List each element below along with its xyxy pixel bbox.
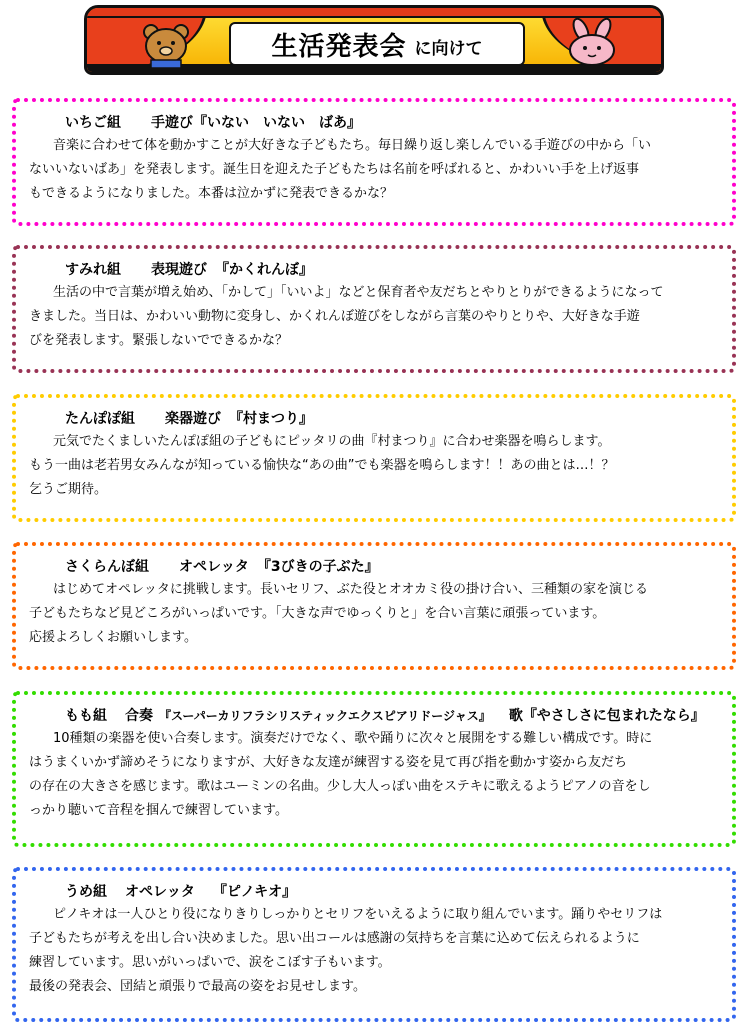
title-box	[229, 22, 525, 66]
section-description	[29, 727, 720, 823]
description-line: 乞うご期待。	[29, 482, 108, 497]
description-line: 元気でたくましいたんぽぽ組の子どもにピッタリの曲『村まつり』に合わせ楽器を鳴らします。	[53, 434, 611, 449]
section-heading	[29, 881, 720, 903]
section-ichigo	[12, 98, 736, 226]
description-line: 音楽に合わせて体を動かすことが大好きな子どもたち。毎日繰り返し楽しんでいる手遊びの中から「い	[53, 138, 652, 153]
section-heading	[29, 408, 720, 430]
performance-category: 楽器遊び	[165, 411, 221, 427]
description-line: ピノキオは一人ひとり役になりきりしっかりとセリフをいえるように取り組んでいます。踊りやセリフは	[53, 907, 663, 922]
performance-category: オペレッタ	[179, 559, 249, 575]
bunny-illustration	[561, 18, 623, 68]
group-name: すみれ組	[65, 262, 121, 278]
group-name: さくらんぼ組	[65, 559, 149, 575]
section-description	[29, 903, 720, 999]
description-line: もできるようになりました。本番は泣かずに発表できるかな？	[29, 186, 394, 201]
section-ume	[12, 867, 736, 1022]
description-line: っかり聴いて音程を掴んで練習しています。	[29, 803, 288, 818]
description-line: 練習しています。思いがいっぱいで、涙をこぼす子もいます。	[29, 955, 391, 970]
group-name: うめ組	[65, 884, 107, 900]
section-description	[29, 281, 720, 353]
page-title: 生活発表会	[271, 31, 407, 62]
section-description	[29, 430, 720, 502]
section-sumire	[12, 245, 736, 373]
description-line: 生活の中で言葉が増え始め、「かして」「いいよ」などと保育者や友だちとやりとりができるようになって	[53, 285, 664, 300]
performance-category: オペレッタ	[125, 884, 195, 900]
description-line: ないいないばあ」を発表します。誕生日を迎えた子どもたちは名前を呼ばれると、かわいい手を上げ返事	[29, 162, 639, 177]
performance-piece: 『いない いない ばあ』	[193, 115, 361, 131]
description-line: 子どもたちなど見どころがいっぱいです。「大きな声でゆっくりと」を合い言葉に頑張っています。	[29, 606, 606, 621]
section-heading	[29, 705, 720, 727]
description-line: もう一曲は老若男女みんなが知っている愉快な“あの曲”でも楽器を鳴らします！！あの曲とは…！？	[29, 458, 615, 473]
performance-piece: 『3びきの子ぶた』	[256, 559, 379, 575]
section-heading	[29, 112, 720, 134]
performance-piece: 『かくれんぼ』	[215, 262, 313, 278]
section-tanpopo	[12, 394, 736, 522]
stage-curtain-top	[87, 8, 661, 18]
performance-category: 手遊び	[151, 115, 193, 131]
group-name: いちご組	[65, 115, 121, 131]
section-heading	[29, 259, 720, 281]
section-heading	[29, 556, 720, 578]
description-line: 最後の発表会、団結と頑張りで最高の姿をお見せします。	[29, 979, 366, 994]
section-momo	[12, 691, 736, 847]
description-line: 応援よろしくお願いします。	[29, 630, 197, 645]
description-line: きました。当日は、かわいい動物に変身し、かくれんぼ遊びをしながら言葉のやりとりや、大好きな手遊	[29, 309, 640, 324]
performance-piece: 『ピノキオ』	[212, 884, 297, 900]
header-banner	[84, 5, 664, 75]
description-line: はうまくいかず諦めそうになりますが、大好きな友達が練習する姿を見て再び指を動かす姿から友だち	[29, 755, 628, 770]
section-description	[29, 578, 720, 650]
description-line: 10種類の楽器を使い合奏します。演奏だけでなく、歌や踊りに次々と展開をする難しい構成です。時に	[53, 731, 653, 746]
section-sakuranbo	[12, 542, 736, 670]
performance-piece: 『村まつり』	[229, 411, 313, 427]
description-line: の存在の大きさを感じます。歌はユーミンの名曲。少し大人っぽい曲をステキに歌えるようピアノの音をし	[29, 779, 651, 794]
description-line: びを発表します。緊張しないでできるかな？	[29, 333, 288, 348]
description-line: はじめてオペレッタに挑戦します。長いセリフ、ぶた役とオオカミ役の掛け合い、三種類の家を演じる	[53, 582, 649, 597]
performance-piece: 『スーパーカリフラシリスティックエクスピアリドージャス』	[159, 709, 491, 723]
bear-illustration	[137, 22, 195, 68]
page-subtitle: に向けて	[414, 38, 483, 59]
performance-category: 表現遊び	[151, 262, 207, 278]
description-line: 子どもたちが考えを出し合い決めました。思い出コールは感謝の気持ちを言葉に込めて伝えられるように	[29, 931, 640, 946]
group-name: たんぽぽ組	[65, 411, 135, 427]
performance-category-2: 歌	[508, 708, 523, 724]
performance-category: 合奏	[125, 708, 153, 724]
section-description	[29, 134, 720, 206]
performance-piece-2: 『やさしさに包まれたなら』	[522, 708, 705, 724]
group-name: もも組	[65, 708, 107, 724]
